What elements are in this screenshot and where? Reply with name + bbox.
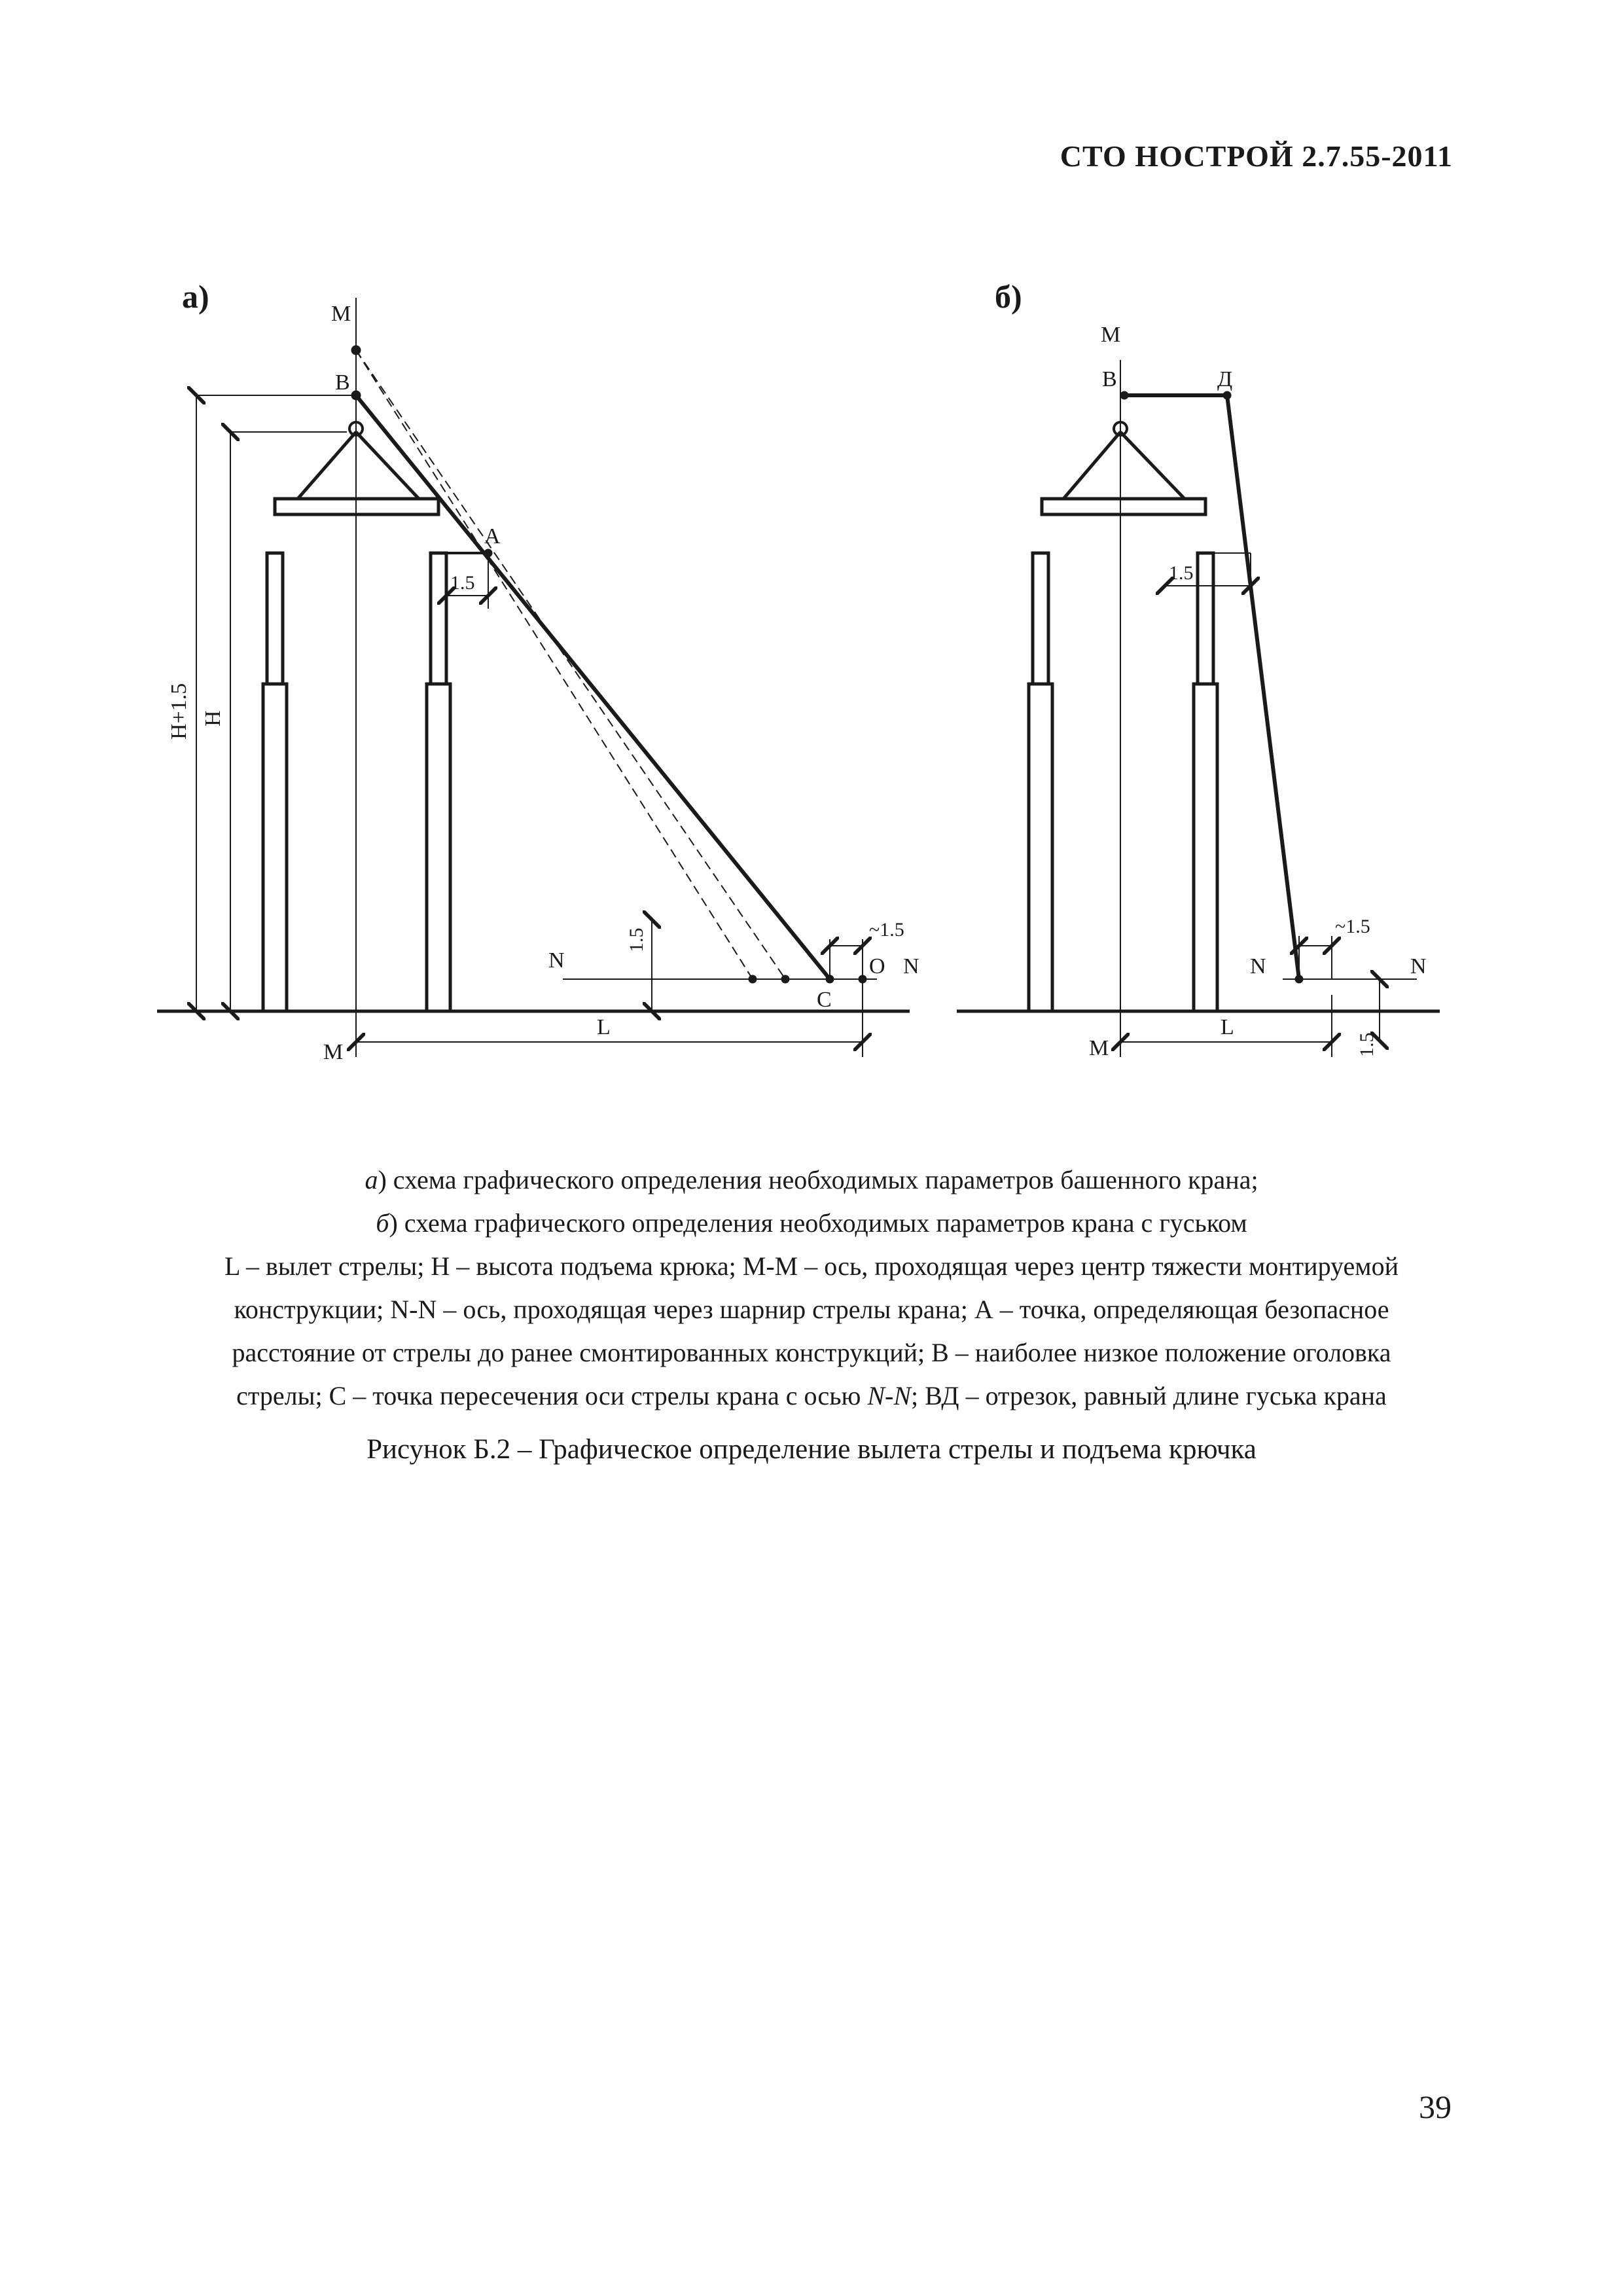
dim-a-h: H	[201, 710, 225, 726]
panel-b-label: б)	[995, 278, 1022, 315]
label-b-N-right: N	[1410, 954, 1427, 978]
panel-a	[157, 278, 919, 1064]
label-b-M-bottom: M	[1089, 1036, 1109, 1060]
dim-b-vert: 1.5	[1356, 1032, 1378, 1057]
figure-title: Рисунок Б.2 – Графическое определение вылета стрелы и подъема крючка	[366, 1434, 1257, 1465]
label-b-N-left: N	[1250, 954, 1266, 978]
label-a-A: A	[484, 524, 501, 548]
dim-a-side: 1.5	[450, 572, 475, 594]
label-a-M-bottom: M	[323, 1040, 344, 1064]
panel-a-label: а)	[182, 278, 209, 315]
label-a-B: B	[335, 370, 350, 395]
label-a-N-left: N	[548, 948, 565, 973]
label-b-B: B	[1102, 367, 1117, 391]
caption-line-1: а) схема графического определения необходимых параметров башенного крана;	[365, 1165, 1258, 1194]
label-b-M-top: M	[1101, 323, 1121, 347]
dim-a-approx: ~1.5	[869, 919, 904, 941]
dim-a-h-plus: H+1.5	[167, 683, 191, 740]
label-a-N-right: N	[903, 954, 919, 978]
caption-line-5: расстояние от стрелы до ранее смонтированных конструкций; В – наиболее низкое положение оголовка	[232, 1338, 1391, 1367]
crane-diagram	[0, 0, 1623, 1113]
panel-b	[957, 278, 1440, 1060]
label-a-M-top: M	[331, 302, 351, 326]
caption-line-6: стрелы; С – точка пересечения оси стрелы крана с осью N-N; ВД – отрезок, равный длине гуська крана	[236, 1381, 1387, 1410]
page-number: 39	[1419, 2089, 1452, 2125]
dim-b-approx: ~1.5	[1335, 916, 1370, 937]
dim-b-side: 1.5	[1169, 562, 1194, 584]
dim-a-L: L	[597, 1015, 611, 1039]
caption-line-4: конструкции; N-N – ось, проходящая через шарнир стрелы крана; А – точка, определяющая безопасное	[234, 1295, 1389, 1324]
label-a-O: O	[869, 954, 885, 978]
caption-line-2: б) схема графического определения необходимых параметров крана с гуськом	[376, 1208, 1247, 1238]
label-a-C: C	[817, 988, 832, 1012]
dim-b-L: L	[1221, 1015, 1234, 1039]
document-code: СТО НОСТРОЙ 2.7.55-2011	[1060, 139, 1453, 173]
dim-a-vert: 1.5	[626, 927, 647, 952]
caption-line-3: L – вылет стрелы; H – высота подъема крюка; М-М – ось, проходящая через центр тяжести монтируемой	[224, 1251, 1399, 1281]
label-b-D: Д	[1217, 367, 1233, 391]
figure-caption	[105, 1158, 1518, 1418]
